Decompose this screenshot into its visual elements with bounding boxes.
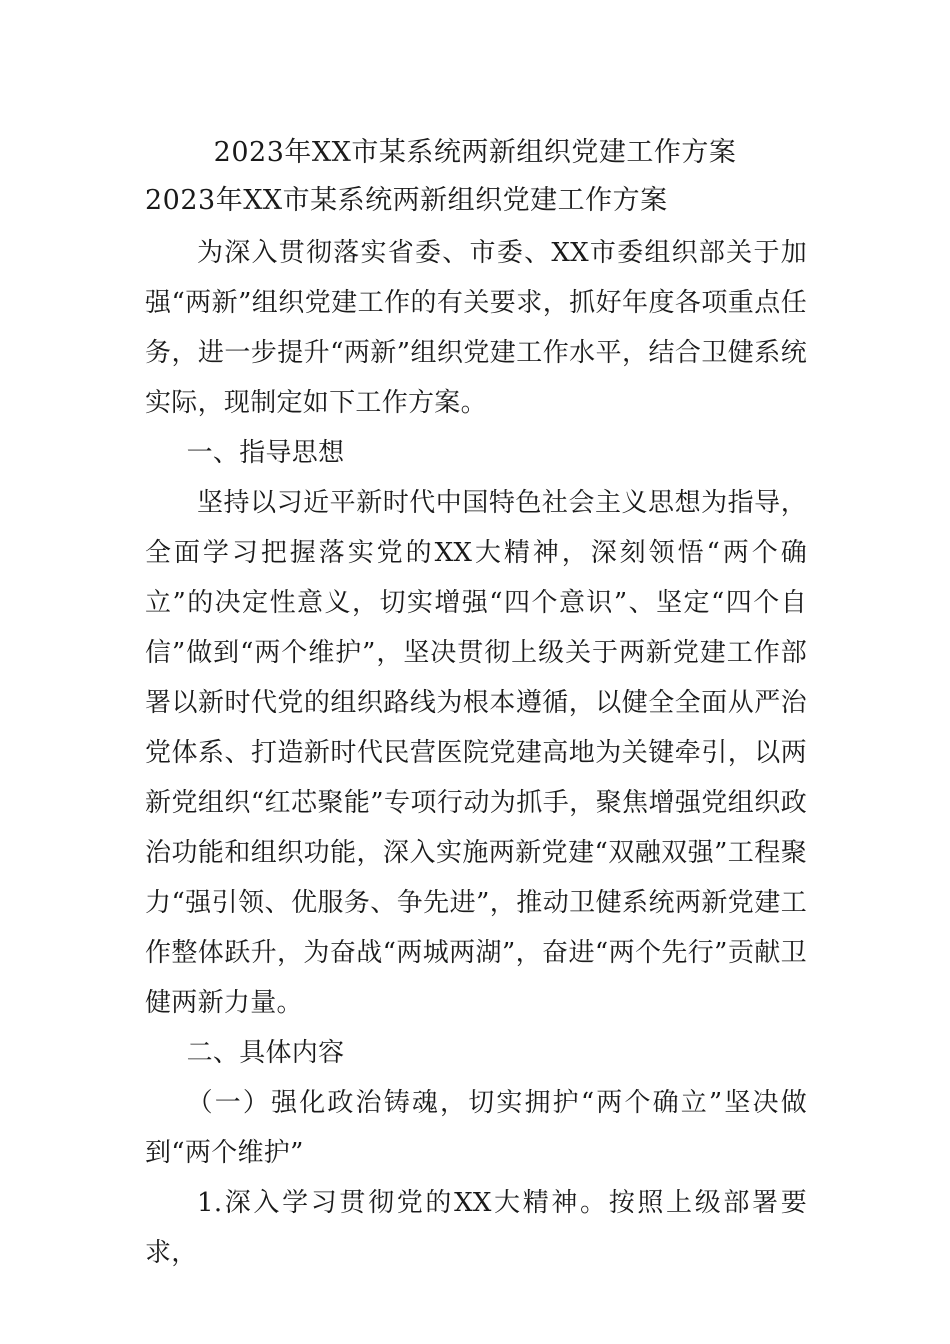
subsection-heading-political: （一）强化政治铸魂，切实拥护“两个确立”坚决做到“两个维护” [145, 1088, 807, 1168]
section-heading-specific-content: 二、具体内容 [186, 1038, 345, 1068]
item-1-paragraph: 1.深入学习贯彻党的XX大精神。按照上级部署要求， [145, 1188, 807, 1268]
intro-paragraph: 为深入贯彻落实省委、市委、XX市委组织部关于加强“两新”组织党建工作的有关要求，抓好年度各项重点任务，进一步提升“两新”组织党建工作水平，结合卫健系统实际，现制定如下工作方案。 [145, 238, 807, 418]
section-heading-guiding-ideology: 一、指导思想 [186, 438, 345, 468]
document-title: 2023年XX市某系统两新组织党建工作方案 [213, 137, 737, 168]
document-subtitle: 2023年XX市某系统两新组织党建工作方案 [145, 185, 668, 216]
guiding-ideology-paragraph: 坚持以习近平新时代中国特色社会主义思想为指导，全面学习把握落实党的XX大精神，深刻领悟“两个确立”的决定性意义，切实增强“四个意识”、坚定“四个自信”做到“两个维护”，坚决贯彻上级关于两新党建工作部署以新时代党的组织路线为根本遵循，以健全全面从严治党体系、打造新时代民营医院党建高地为关键牵引，以两新党组织“红芯聚能”专项行动为抓手，聚焦增强党组织政治功能和组织功能，深入实施两新党建“双融双强”工程聚力“强引领、优服务、争先进”，推动卫健系统两新党建工作整体跃升，为奋战“两城两湖”，奋进“两个先行”贡献卫健两新力量。 [145, 488, 807, 1018]
document-body [145, 228, 807, 1278]
